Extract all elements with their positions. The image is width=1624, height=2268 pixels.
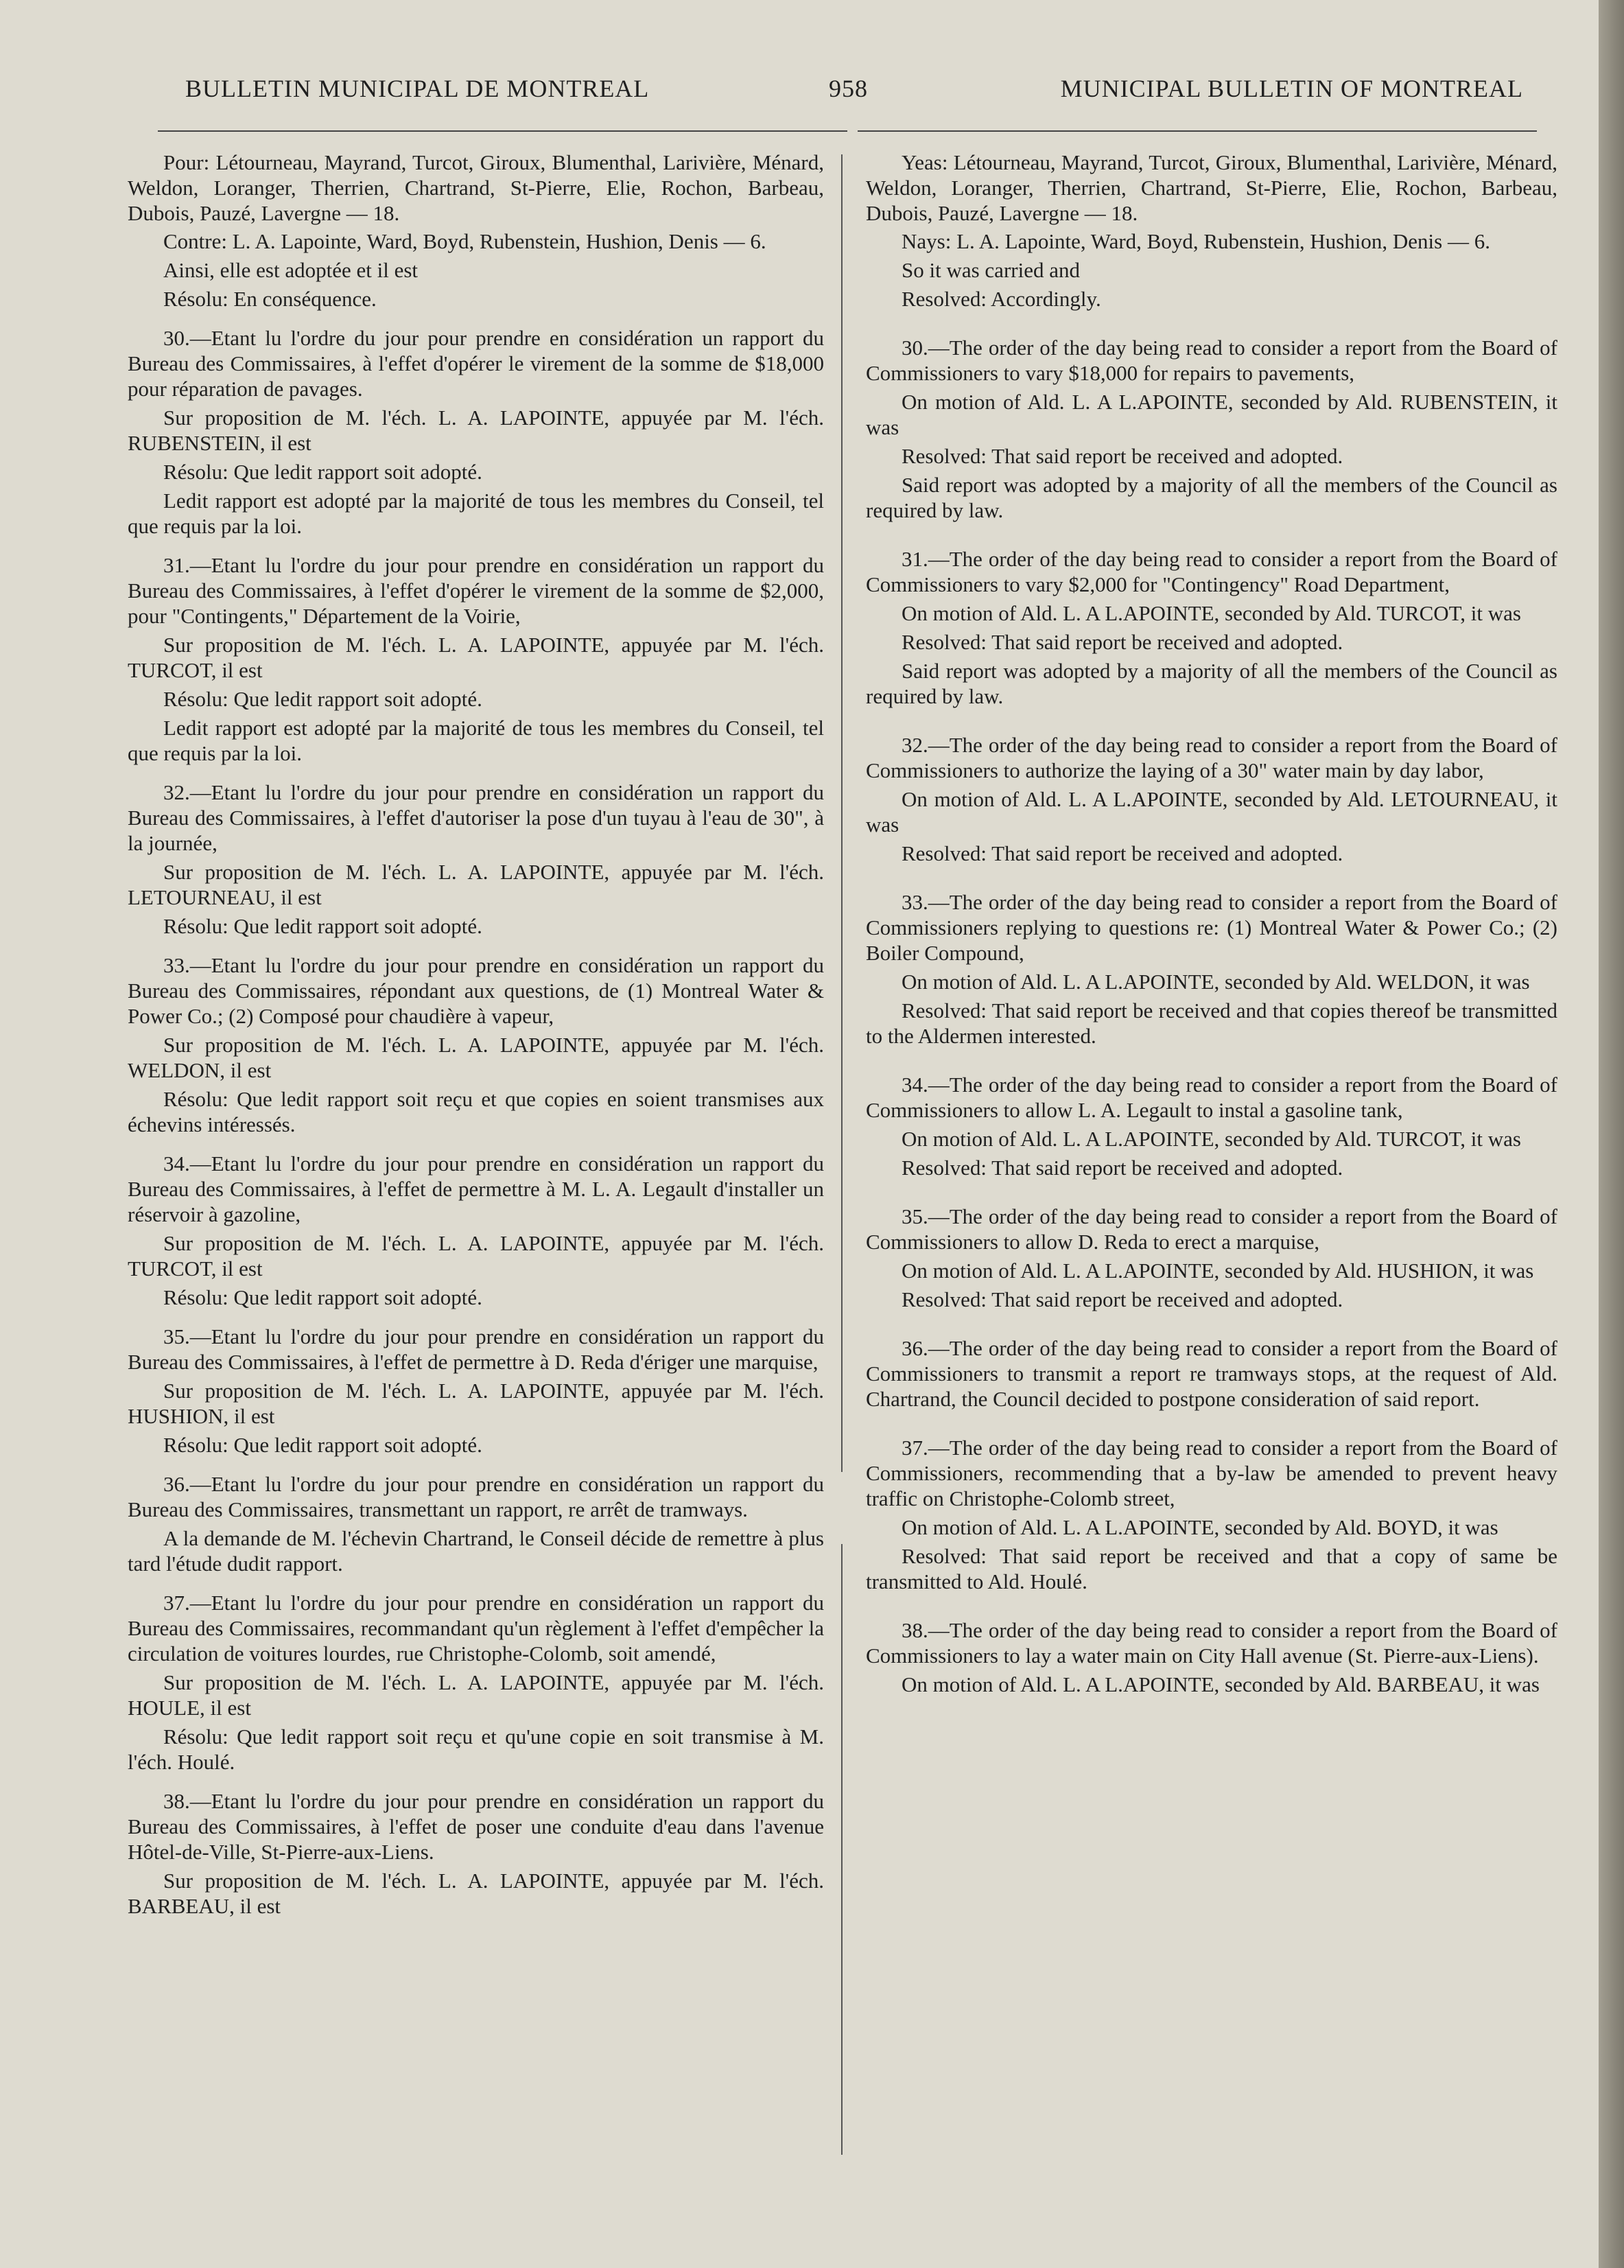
paragraph: On motion of Ald. L. A L.APOINTE, seconded by Ald. RUBENSTEIN, it was — [866, 390, 1557, 439]
agenda-item: 33.—Etant lu l'ordre du jour pour prendre en considération un rapport du Bureau des Commissaires, répondant aux questions, de (1) Montreal Water & Power Co.; (2) Composé pour chaudière à vapeur, — [128, 953, 824, 1028]
column-divider — [841, 154, 843, 1472]
paragraph: Sur proposition de M. l'éch. L. A. LAPOINTE, appuyée par M. l'éch. HOULE, il est — [128, 1670, 824, 1720]
agenda-item: 32.—The order of the day being read to consider a report from the Board of Commissioners to authorize the laying of a 30" water main by day labor, — [866, 733, 1557, 782]
agenda-item: 30.—The order of the day being read to consider a report from the Board of Commissioners to vary $18,000 for repairs to pavements, — [866, 336, 1557, 385]
page-header — [151, 69, 1523, 117]
english-column — [866, 147, 1557, 1697]
agenda-item: 34.—Etant lu l'ordre du jour pour prendre en considération un rapport du Bureau des Commissaires, à l'effet de permettre à M. L. A. Legault d'installer un réservoir à gazoline, — [128, 1151, 824, 1226]
paragraph: Ledit rapport est adopté par la majorité de tous les membres du Conseil, tel que requis par la loi. — [128, 716, 824, 765]
paragraph: Résolu: Que ledit rapport soit reçu et que copies en soient transmises aux échevins intéressés. — [128, 1087, 824, 1136]
paragraph: On motion of Ald. L. A L.APOINTE, seconded by Ald. WELDON, it was — [902, 970, 1530, 994]
header-title-french: BULLETIN MUNICIPAL DE MONTREAL — [185, 75, 650, 102]
agenda-item: 38.—The order of the day being read to consider a report from the Board of Commissioners to lay a water main on City Hall avenue (St. Pierre-aux-Liens). — [866, 1618, 1557, 1668]
paragraph: Sur proposition de M. l'éch. L. A. LAPOINTE, appuyée par M. l'éch. RUBENSTEIN, il est — [128, 406, 824, 455]
agenda-item: 35.—The order of the day being read to consider a report from the Board of Commissioners to allow D. Reda to erect a marquise, — [866, 1204, 1557, 1254]
paragraph: Resolved: Accordingly. — [902, 287, 1101, 311]
agenda-item: 31.—The order of the day being read to consider a report from the Board of Commissioners to vary $2,000 for "Contingency" Road Department, — [866, 547, 1557, 596]
vote-record: Pour: Létourneau, Mayrand, Turcot, Giroux, Blumenthal, Larivière, Ménard, Weldon, Loranger, Therrien, Chartrand, St-Pierre, Elie, Rochon, Barbeau, Dubois, Pauzé, Lavergne — 18. — [128, 150, 824, 225]
paragraph: On motion of Ald. L. A L.APOINTE, seconded by Ald. HUSHION, it was — [902, 1259, 1534, 1283]
column-divider — [841, 1544, 843, 2155]
agenda-item: 31.—Etant lu l'ordre du jour pour prendre en considération un rapport du Bureau des Commissaires, à l'effet d'opérer le virement de la somme de $2,000, pour "Contingents," Département de la Voirie, — [128, 553, 824, 628]
agenda-item: 35.—Etant lu l'ordre du jour pour prendre en considération un rapport du Bureau des Commissaires, à l'effet de permettre à D. Reda d'ériger une marquise, — [128, 1324, 824, 1374]
agenda-item: 37.—The order of the day being read to consider a report from the Board of Commissioners, recommending that a by-law be amended to prevent heavy traffic on Christophe-Colomb street, — [866, 1436, 1557, 1510]
paragraph: A la demande de M. l'échevin Chartrand, le Conseil décide de remettre à plus tard l'étude dudit rapport. — [128, 1526, 824, 1576]
paragraph: Resolved: That said report be received and adopted. — [902, 1156, 1343, 1180]
paragraph: Sur proposition de M. l'éch. L. A. LAPOINTE, appuyée par M. l'éch. BARBEAU, il est — [128, 1869, 824, 1918]
paragraph: Sur proposition de M. l'éch. L. A. LAPOINTE, appuyée par M. l'éch. HUSHION, il est — [128, 1379, 824, 1428]
french-column — [128, 147, 824, 1919]
vote-record: Nays: L. A. Lapointe, Ward, Boyd, Rubenstein, Hushion, Denis — 6. — [902, 229, 1490, 253]
header-title-english: MUNICIPAL BULLETIN OF MONTREAL — [1060, 75, 1523, 102]
paragraph: On motion of Ald. L. A L.APOINTE, seconded by Ald. TURCOT, it was — [902, 601, 1521, 625]
paragraph: Résolu: Que ledit rapport soit adopté. — [163, 914, 482, 938]
agenda-item: 36.—The order of the day being read to consider a report from the Board of Commissioners to transmit a report re tramways stops, at the request of Ald. Chartrand, the Council decided to postpone consideration of said report. — [866, 1336, 1557, 1411]
paragraph: Resolved: That said report be received and that copies thereof be transmitted to the Aldermen interested. — [866, 998, 1557, 1048]
paragraph: On motion of Ald. L. A L.APOINTE, seconded by Ald. TURCOT, it was — [902, 1127, 1521, 1151]
paragraph: Resolved: That said report be received and that a copy of same be transmitted to Ald. Houlé. — [866, 1544, 1557, 1593]
paragraph: Sur proposition de M. l'éch. L. A. LAPOINTE, appuyée par M. l'éch. TURCOT, il est — [128, 633, 824, 682]
paragraph: On motion of Ald. L. A L.APOINTE, seconded by Ald. BOYD, it was — [902, 1515, 1498, 1539]
paragraph: On motion of Ald. L. A L.APOINTE, seconded by Ald. BARBEAU, it was — [902, 1672, 1540, 1696]
vote-record: Contre: L. A. Lapointe, Ward, Boyd, Rubenstein, Hushion, Denis — 6. — [163, 229, 766, 253]
agenda-item: 34.—The order of the day being read to consider a report from the Board of Commissioners to allow L. A. Legault to instal a gasoline tank, — [866, 1073, 1557, 1122]
paragraph: Résolu: Que ledit rapport soit reçu et qu'une copie en soit transmise à M. l'éch. Houlé. — [128, 1725, 824, 1774]
paragraph: Résolu: Que ledit rapport soit adopté. — [163, 687, 482, 711]
paragraph: Sur proposition de M. l'éch. L. A. LAPOINTE, appuyée par M. l'éch. LETOURNEAU, il est — [128, 860, 824, 909]
agenda-item: 36.—Etant lu l'ordre du jour pour prendre en considération un rapport du Bureau des Commissaires, transmettant un rapport, re arrêt de tramways. — [128, 1472, 824, 1521]
paragraph: Resolved: That said report be received and adopted. — [902, 630, 1343, 654]
paragraph: Résolu: Que ledit rapport soit adopté. — [163, 1433, 482, 1457]
paragraph: Resolved: That said report be received and adopted. — [902, 444, 1343, 468]
vote-record: Yeas: Létourneau, Mayrand, Turcot, Giroux, Blumenthal, Larivière, Ménard, Weldon, Loranger, Therrien, Chartrand, St-Pierre, Elie, Rochon, Barbeau, Dubois, Pauzé, Lavergne — 18. — [866, 150, 1557, 225]
paragraph: Said report was adopted by a majority of all the members of the Council as required by law. — [866, 659, 1557, 708]
paragraph: Résolu: Que ledit rapport soit adopté. — [163, 460, 482, 484]
header-rule-left — [158, 130, 847, 132]
agenda-item: 33.—The order of the day being read to consider a report from the Board of Commissioners replying to questions re: (1) Montreal Water & Power Co.; (2) Boiler Compound, — [866, 890, 1557, 965]
paragraph: Résolu: En conséquence. — [163, 287, 377, 311]
paragraph: Sur proposition de M. l'éch. L. A. LAPOINTE, appuyée par M. l'éch. TURCOT, il est — [128, 1231, 824, 1281]
header-rule-right — [858, 130, 1537, 132]
paragraph: Resolved: That said report be received and adopted. — [902, 841, 1343, 865]
page-number: 958 — [829, 75, 868, 102]
paragraph: So it was carried and — [902, 258, 1080, 282]
paragraph: Résolu: Que ledit rapport soit adopté. — [163, 1285, 482, 1309]
agenda-item: 37.—Etant lu l'ordre du jour pour prendre en considération un rapport du Bureau des Commissaires, recommandant qu'un règlement à l'effet d'empêcher la circulation de voitures lourdes, rue Christophe-Colomb, soit amendé, — [128, 1591, 824, 1665]
paragraph: Resolved: That said report be received and adopted. — [902, 1287, 1343, 1311]
paragraph: Said report was adopted by a majority of all the members of the Council as required by law. — [866, 473, 1557, 522]
agenda-item: 38.—Etant lu l'ordre du jour pour prendre en considération un rapport du Bureau des Commissaires, à l'effet de poser une conduite d'eau dans l'avenue Hôtel-de-Ville, St-Pierre-aux-Liens. — [128, 1789, 824, 1864]
paragraph: Sur proposition de M. l'éch. L. A. LAPOINTE, appuyée par M. l'éch. WELDON, il est — [128, 1033, 824, 1082]
paragraph: Ainsi, elle est adoptée et il est — [163, 258, 419, 282]
agenda-item: 32.—Etant lu l'ordre du jour pour prendre en considération un rapport du Bureau des Commissaires, à l'effet d'autoriser la pose d'un tuyau à l'eau de 30", à la journée, — [128, 780, 824, 855]
page-edge — [1599, 0, 1624, 2268]
paragraph: On motion of Ald. L. A L.APOINTE, seconded by Ald. LETOURNEAU, it was — [866, 787, 1557, 837]
agenda-item: 30.—Etant lu l'ordre du jour pour prendre en considération un rapport du Bureau des Commissaires, à l'effet d'opérer le virement de la somme de $18,000 pour réparation de pavages. — [128, 326, 824, 401]
paragraph: Ledit rapport est adopté par la majorité de tous les membres du Conseil, tel que requis par la loi. — [128, 489, 824, 538]
